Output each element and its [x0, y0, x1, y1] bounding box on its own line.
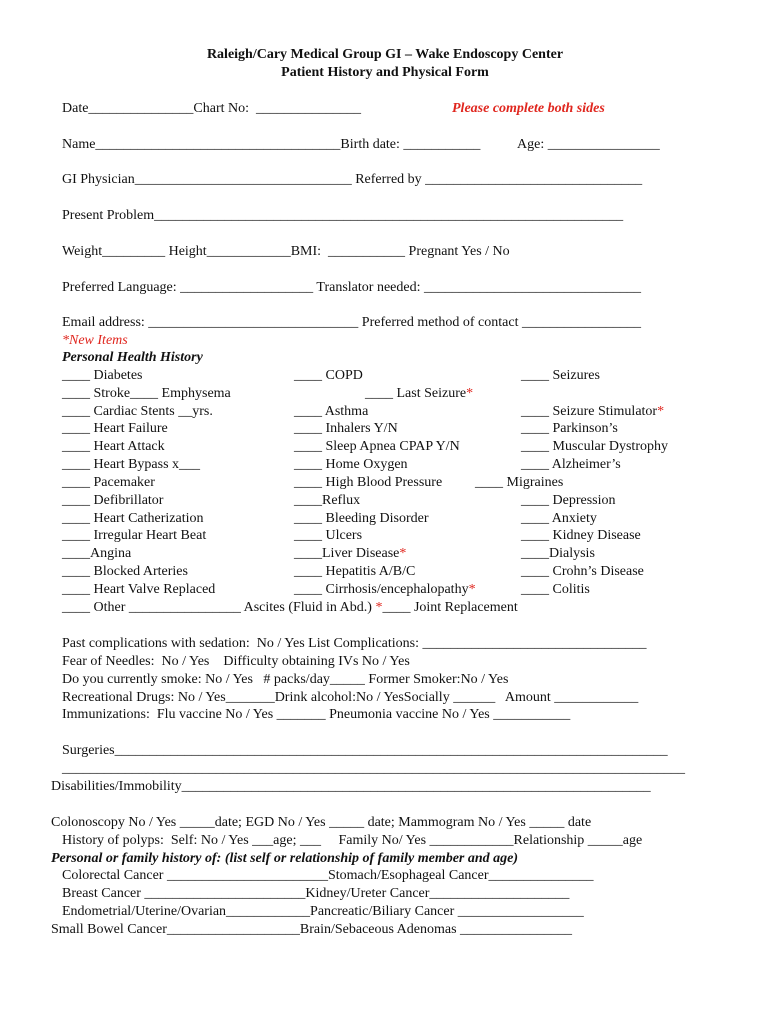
form-subtitle: Patient History and Physical Form [281, 65, 489, 80]
crohns-item[interactable]: ____ Crohn’s Disease [521, 564, 644, 579]
complete-both-sides-notice: Please complete both sides [452, 101, 605, 116]
heart-valve-item[interactable]: ____ Heart Valve Replaced [62, 582, 216, 597]
blocked-arteries-item[interactable]: ____ Blocked Arteries [62, 564, 188, 579]
new-item-star: * [657, 404, 665, 419]
bleeding-disorder-item[interactable]: ____ Bleeding Disorder [294, 511, 429, 526]
new-items-note: *New Items [62, 333, 128, 348]
reflux-item[interactable]: ____Reflux [294, 493, 361, 508]
alzheimers-item[interactable]: ____ Alzheimer’s [521, 457, 621, 472]
liver-disease-row[interactable] [294, 545, 406, 562]
seizures-item[interactable]: ____ Seizures [521, 368, 600, 383]
new-item-star: * [399, 546, 407, 561]
heart-catherization-item[interactable]: ____ Heart Catherization [62, 511, 204, 526]
heart-bypass-item[interactable]: ____ Heart Bypass x___ [62, 457, 201, 472]
other-ascites-row[interactable] [62, 599, 518, 616]
inhalers-item[interactable]: ____ Inhalers Y/N [294, 421, 398, 436]
kidney-disease-item[interactable]: ____ Kidney Disease [521, 528, 641, 543]
asthma-item[interactable]: ____ Asthma [294, 404, 369, 419]
smoking-field[interactable]: Do you currently smoke: No / Yes # packs/day_____ Former Smoker:No / Yes [62, 672, 509, 687]
polyps-field[interactable]: History of polyps: Self: No / Yes ___age; ___ Family No/ Yes ____________Relationship _____age [62, 833, 643, 848]
pacemaker-item[interactable]: ____ Pacemaker [62, 475, 155, 490]
immunizations-field[interactable]: Immunizations: Flu vaccine No / Yes _______ Pneumonia vaccine No / Yes ___________ [62, 707, 571, 722]
drugs-alcohol-field[interactable]: Recreational Drugs: No / Yes_______Drink alcohol:No / YesSocially ______ Amount ____________ [62, 690, 639, 705]
form-title: Raleigh/Cary Medical Group GI – Wake Endoscopy Center [206, 47, 564, 62]
colorectal-stomach-field[interactable]: Colorectal Cancer _______________________Stomach/Esophageal Cancer_______________ [62, 868, 594, 883]
seizure-stimulator-row[interactable] [521, 403, 664, 420]
depression-item[interactable]: ____ Depression [521, 493, 616, 508]
date-chart-field[interactable]: Date_______________Chart No: _______________ [62, 101, 362, 116]
sedation-complications-field[interactable]: Past complications with sedation: No / Yes List Complications: ________________________________ [62, 636, 647, 651]
high-blood-pressure-item[interactable]: ____ High Blood Pressure [294, 475, 443, 490]
last-seizure-row[interactable] [365, 385, 473, 402]
copd-item[interactable]: ____ COPD [294, 368, 363, 383]
present-problem-field[interactable]: Present Problem___________________________________________________________________ [62, 208, 624, 223]
cardiac-stents-item[interactable]: ____ Cardiac Stents __yrs. [62, 404, 213, 419]
ulcers-item[interactable]: ____ Ulcers [294, 528, 363, 543]
seizure-stimulator-item: ____ Seizure Stimulator [521, 404, 658, 419]
muscular-dystrophy-item[interactable]: ____ Muscular Dystrophy [521, 439, 668, 454]
weight-height-field[interactable]: Weight_________ Height____________BMI: ___________ Pregnant Yes / No [62, 244, 510, 259]
home-oxygen-item[interactable]: ____ Home Oxygen [294, 457, 408, 472]
small-bowel-brain-field[interactable]: Small Bowel Cancer___________________Brain/Sebaceous Adenomas ________________ [51, 922, 573, 937]
personal-health-history-heading: Personal Health History [62, 350, 203, 365]
migraines-item[interactable]: ____ Migraines [475, 475, 564, 490]
joint-replacement-item: ____ Joint Replacement [382, 600, 518, 615]
diabetes-item[interactable]: ____ Diabetes [62, 368, 143, 383]
anxiety-item[interactable]: ____ Anxiety [521, 511, 597, 526]
parkinsons-item[interactable]: ____ Parkinson’s [521, 421, 618, 436]
language-field[interactable]: Preferred Language: ___________________ Translator needed: _______________________________ [62, 280, 641, 295]
cirrhosis-row[interactable] [294, 581, 476, 598]
liver-disease-item: ____Liver Disease [294, 546, 400, 561]
irregular-heart-beat-item[interactable]: ____ Irregular Heart Beat [62, 528, 207, 543]
needles-iv-field[interactable]: Fear of Needles: No / Yes Difficulty obtaining IVs No / Yes [62, 654, 410, 669]
family-history-heading: Personal or family history of: (list self or relationship of family member and age) [51, 851, 519, 866]
heart-attack-item[interactable]: ____ Heart Attack [62, 439, 165, 454]
angina-item[interactable]: ____Angina [62, 546, 132, 561]
surgeries-field-line2[interactable]: _________________________________________________________________________________________ [62, 761, 685, 776]
breast-kidney-field[interactable]: Breast Cancer _______________________Kidney/Ureter Cancer____________________ [62, 886, 570, 901]
last-seizure-item: ____ Last Seizure [365, 386, 467, 401]
email-contact-field[interactable]: Email address: ______________________________ Preferred method of contact _________________ [62, 315, 641, 330]
other-ascites-item: ____ Other ________________ Ascites (Fluid in Abd.) [62, 600, 376, 615]
heart-failure-item[interactable]: ____ Heart Failure [62, 421, 168, 436]
stroke-emphysema-item[interactable]: ____ Stroke____ Emphysema [62, 386, 231, 401]
defibrillator-item[interactable]: ____ Defibrillator [62, 493, 164, 508]
colonoscopy-field[interactable]: Colonoscopy No / Yes _____date; EGD No / Yes _____ date; Mammogram No / Yes _____ date [51, 815, 592, 830]
age-field[interactable]: Age: ________________ [517, 137, 660, 152]
sleep-apnea-item[interactable]: ____ Sleep Apnea CPAP Y/N [294, 439, 460, 454]
colitis-item[interactable]: ____ Colitis [521, 582, 590, 597]
endometrial-pancreatic-field[interactable]: Endometrial/Uterine/Ovarian____________Pancreatic/Biliary Cancer __________________ [62, 904, 584, 919]
name-birthdate-field[interactable]: Name___________________________________Birth date: ___________ [62, 137, 481, 152]
dialysis-item[interactable]: ____Dialysis [521, 546, 595, 561]
new-item-star: * [468, 582, 476, 597]
new-item-star: * [375, 600, 383, 615]
hepatitis-item[interactable]: ____ Hepatitis A/B/C [294, 564, 416, 579]
surgeries-field[interactable]: Surgeries_______________________________________________________________________________ [62, 743, 668, 758]
physician-referred-field[interactable]: GI Physician_______________________________ Referred by _______________________________ [62, 172, 643, 187]
disabilities-field[interactable]: Disabilities/Immobility___________________________________________________________________ [51, 779, 651, 794]
cirrhosis-item: ____ Cirrhosis/encephalopathy [294, 582, 469, 597]
new-item-star: * [466, 386, 474, 401]
